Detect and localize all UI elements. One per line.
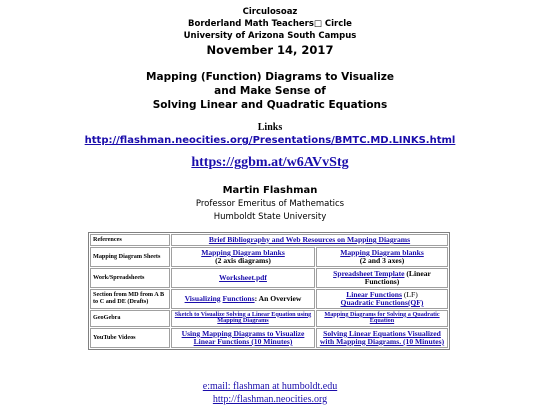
table-cell xyxy=(316,268,448,288)
table-row xyxy=(90,310,448,327)
author-title: Professor Emeritus of Mathematics xyxy=(195,199,345,209)
quadratic-functions-link[interactable]: Quadratic Functions(QF) xyxy=(340,297,424,307)
author-university: Humboldt State University xyxy=(213,212,327,222)
cell-text: : An Overview xyxy=(254,293,302,303)
cell-text: (2 axis diagrams) xyxy=(215,255,271,265)
bibliography-link[interactable]: Brief Bibliography and Web Resources on Mapping Diagrams xyxy=(208,235,411,244)
table-row xyxy=(90,268,448,288)
links-url-row xyxy=(0,135,540,146)
cell-text: (2 and 3 axes) xyxy=(359,255,405,265)
table-cell xyxy=(316,247,448,267)
blanks-2-axis-link[interactable]: Mapping Diagram blanks xyxy=(201,247,285,257)
org-name: Circulosoaz xyxy=(242,7,298,17)
row-label: GeoGebra xyxy=(90,310,170,327)
visualizing-link[interactable]: Visualizing xyxy=(184,293,221,303)
linear-sketch-link[interactable]: Sketch to Visualize Solving a Linear Equation using Mapping Diagrams xyxy=(174,310,312,325)
table-row xyxy=(90,289,448,309)
table-cell xyxy=(316,310,448,327)
worksheet-link[interactable]: Worksheet.pdf xyxy=(219,272,267,282)
table-row xyxy=(90,234,448,246)
links-heading: Links xyxy=(257,122,283,133)
geogebra-book-link[interactable]: https://ggbm.at/w6AVvStg xyxy=(191,155,349,170)
links-page-link[interactable]: http://flashman.neocities.org/Presentations/BMTC.MD.LINKS.html xyxy=(84,135,456,146)
row-label: YouTube Videos xyxy=(90,328,170,348)
linear-functions-video-link[interactable]: Using Mapping Diagrams to Visualize Linear Functions (10 Minutes) xyxy=(181,328,305,346)
site-row xyxy=(0,394,540,405)
table-cell xyxy=(316,328,448,348)
spreadsheet-template-link[interactable]: Spreadsheet Template xyxy=(333,268,405,278)
references-cell xyxy=(171,234,448,246)
host-university: University of Arizona South Campus xyxy=(183,31,357,41)
title-line-1: Mapping (Function) Diagrams to Visualize xyxy=(146,71,394,83)
row-label: Section from MD from A B to C and DE (Drafts) xyxy=(90,289,170,309)
email-row xyxy=(0,381,540,392)
email-link[interactable]: e:mail: flashman at humboldt.edu xyxy=(202,381,338,392)
circle-name: Borderland Math Teachers□ Circle xyxy=(188,19,352,29)
table-cell xyxy=(171,268,315,288)
table-row xyxy=(90,328,448,348)
site-link[interactable]: http://flashman.neocities.org xyxy=(212,394,328,405)
blanks-3-axis-link[interactable]: Mapping Diagram blanks xyxy=(340,247,424,257)
linear-equations-video-link[interactable]: Solving Linear Equations Visualized with Mapping Diagrams. (10 Minutes) xyxy=(319,328,445,346)
cell-text: (LF) xyxy=(401,289,418,299)
table-cell xyxy=(316,289,448,309)
event-date: November 14, 2017 xyxy=(206,43,334,57)
cell-text: (Linear Functions) xyxy=(364,268,431,286)
functions-link[interactable]: Functions xyxy=(222,293,255,303)
quadratic-sketch-link[interactable]: Mapping Diagrams for Solving a Quadratic Equation xyxy=(324,310,440,325)
row-label: References xyxy=(90,234,170,246)
author-name: Martin Flashman xyxy=(222,185,318,196)
row-label: Work/Spreadsheets xyxy=(90,268,170,288)
title-line-2: and Make Sense of xyxy=(214,85,326,97)
title-line-3: Solving Linear and Quadratic Equations xyxy=(152,99,388,111)
linear-functions-link[interactable]: Linear Functions xyxy=(346,289,402,299)
table-cell xyxy=(171,310,315,327)
table-cell xyxy=(171,289,315,309)
table-row xyxy=(90,247,448,267)
ggbm-row xyxy=(0,155,540,171)
table-cell xyxy=(171,328,315,348)
resources-table xyxy=(88,232,450,350)
row-label: Mapping Diagram Sheets xyxy=(90,247,170,267)
table-cell xyxy=(171,247,315,267)
